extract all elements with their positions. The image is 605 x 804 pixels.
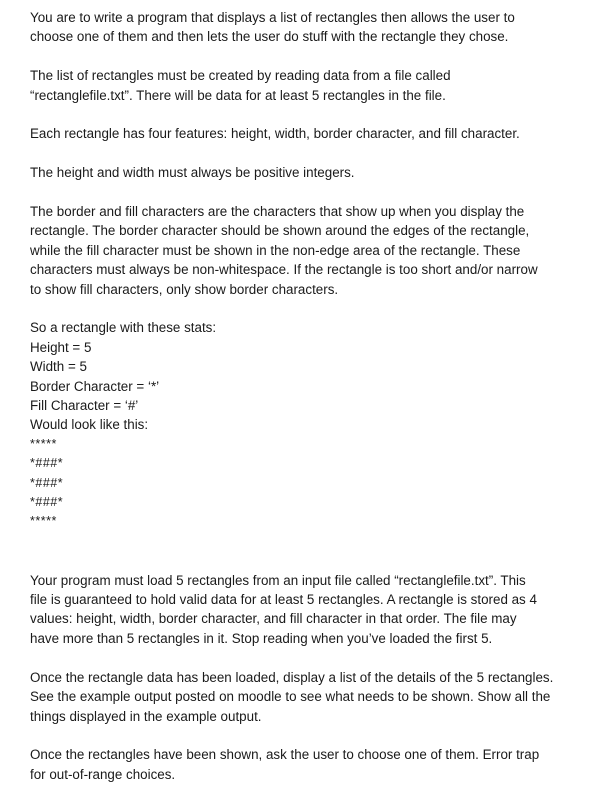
paragraph-display [30,668,602,726]
paragraph-file-source [30,66,602,105]
text-line: file is guaranteed to hold valid data for at least 5 rectangles. A rectangle is stored as 4 [30,592,537,608]
text-line: while the fill character must be shown in the non-edge area of the rectangle. These [30,242,521,258]
text-line: See the example output posted on moodle to see what needs to be shown. Show all the [30,689,551,705]
text-line: to show fill characters, only show border characters. [30,281,339,297]
text-line: choose one of them and then lets the user do stuff with the rectangle they chose. [30,29,509,45]
text-line: The border and fill characters are the characters that show up when you display the [30,204,525,219]
text-line: Once the rectangles have been shown, ask the user to choose one of them. Error trap [30,747,540,763]
text-line: The height and width must always be positive integers. [30,165,355,181]
text-line: values: height, width, border character, and fill character in that order. The file may [30,611,517,627]
example-intro: So a rectangle with these stats: [30,320,217,336]
text-line: rectangle. The border character should be shown around the edges of the rectangle, [30,223,530,239]
text-line: characters must always be non-whitespace. If the rectangle is too short and/or narrow [30,262,538,278]
rectangle-art [30,435,602,532]
text-line: Each rectangle has four features: height, width, border character, and fill character. [30,126,520,142]
text-line: things displayed in the example output. [30,708,262,724]
text-line: You are to write a program that displays a list of rectangles then allows the user to [30,10,515,25]
paragraph-loading [30,571,602,649]
rectangle-art-row: *###* [30,475,64,490]
paragraph-dimensions [30,163,602,182]
document-page [30,8,602,804]
blank-line [30,551,602,570]
paragraph-features [30,124,602,143]
rectangle-art-row: ***** [30,436,57,451]
text-line: Once the rectangle data has been loaded, display a list of the details of the 5 rectangles. [30,669,554,685]
paragraph-characters [30,202,602,299]
example-height: Height = 5 [30,339,92,355]
text-line: have more than 5 rectangles in it. Stop reading when you’ve loaded the first 5. [30,630,493,646]
rectangle-art-row: *###* [30,456,64,471]
example-width: Width = 5 [30,359,87,375]
example-fill-character: Fill Character = ‘#’ [30,398,139,414]
paragraph-intro [30,8,602,47]
example-border-character: Border Character = ‘*’ [30,378,160,394]
example-outro: Would look like this: [30,417,149,433]
text-line: The list of rectangles must be created by reading data from a file called [30,68,451,84]
rectangle-art-row: *###* [30,495,64,510]
paragraph-example [30,318,602,531]
paragraph-choice [30,745,602,784]
text-line: “rectanglefile.txt”. There will be data for at least 5 rectangles in the file. [30,87,446,103]
text-line: for out-of-range choices. [30,766,176,782]
text-line: Your program must load 5 rectangles from an input file called “rectanglefile.txt”. This [30,572,526,588]
rectangle-art-row: ***** [30,514,57,529]
